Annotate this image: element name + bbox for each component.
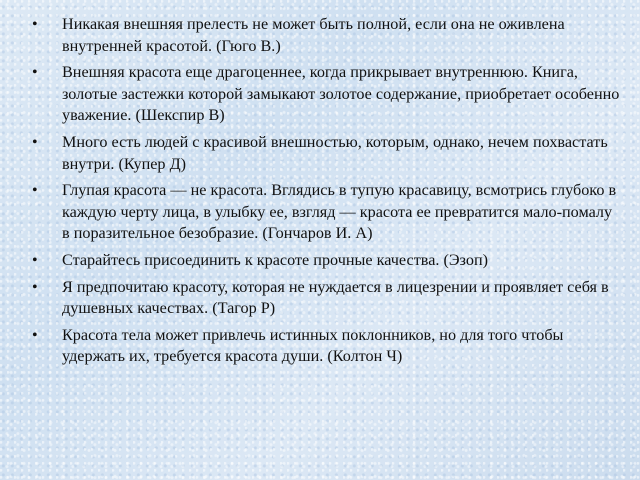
bullet-icon: • (32, 278, 38, 296)
bullet-icon: • (32, 326, 38, 344)
quote-item-2 (32, 62, 622, 127)
quote-text: Внешняя красота еще драгоценнее, когда прикрывает внутреннюю. Книга, золотые застежки которой замыкают золотое содержание, приобретает особенно уважение. (Шекспир В) (62, 63, 620, 125)
quote-text: Красота тела может привлечь истинных поклонников, но для того чтобы удержать их, требуется красота души. (Колтон Ч) (62, 325, 564, 366)
bullet-icon: • (32, 133, 38, 151)
bullet-icon: • (32, 64, 38, 82)
quote-text: Глупая красота — не красота. Вглядись в тупую красавицу, всмотрись глубоко в каждую черту лица, в улыбку ее, взгляд — красота ее превратится мало-помалу в поразительное безобразие. (Гончаров И. А) (62, 181, 617, 243)
quote-list (32, 14, 622, 373)
bullet-icon: • (32, 182, 38, 200)
quote-item-1 (32, 14, 622, 57)
quote-item-3 (32, 132, 622, 175)
quote-text: Старайтесь присоединить к красоте прочные качества. (Эзоп) (62, 250, 488, 269)
quote-item-6 (32, 277, 622, 320)
quote-text: Никакая внешняя прелесть не может быть полной, если она не оживлена внутренней красотой. (Гюго В.) (62, 15, 565, 55)
quote-text: Много есть людей с красивой внешностью, которым, однако, нечем похвастать внутри. (Купер Д) (62, 132, 608, 173)
quote-text: Я предпочитаю красоту, которая не нуждается в лицезрении и проявляет себя в душевных качествах. (Тагор Р) (62, 277, 609, 318)
quote-item-5 (32, 250, 622, 272)
bullet-icon: • (32, 251, 38, 269)
quote-item-7 (32, 325, 622, 368)
bullet-icon: • (32, 16, 38, 33)
quote-item-4 (32, 180, 622, 245)
